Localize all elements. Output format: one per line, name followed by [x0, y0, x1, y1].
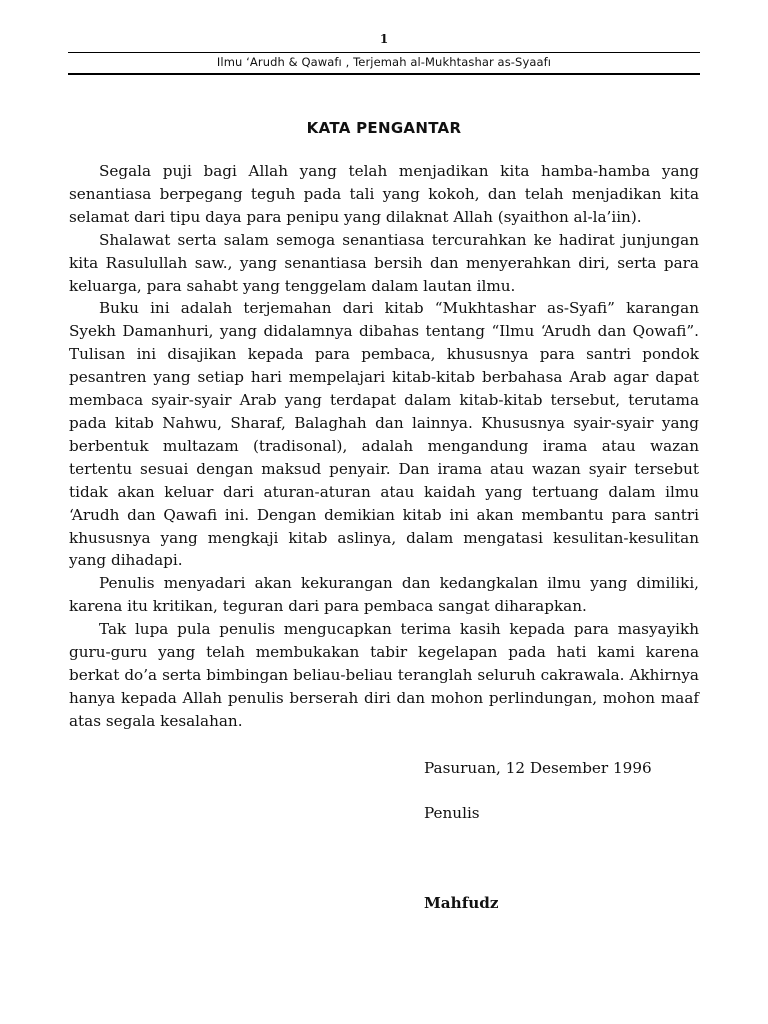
- author-role: Penulis: [424, 804, 480, 822]
- header-rule-bottom: [68, 73, 700, 75]
- paragraph: Penulis menyadari akan kekurangan dan kedangkalan ilmu yang dimiliki, karena itu kritikan, teguran dari para pembaca sangat diharapkan.: [69, 574, 699, 616]
- document-title: KATA PENGANTAR: [306, 119, 462, 137]
- paragraph: Buku ini adalah terjemahan dari kitab “Mukhtashar as-Syafi” karangan Syekh Damanhuri, yang didalamnya dibahas tentang “Ilmu ‘Arudh dan Qowafi”. Tulisan ini disajikan kepada para pembaca, khususnya para santri pondok pesantren yang setiap hari mempelajari kitab-kitab berbahasa Arab agar dapat membaca syair-syair Arab yang terdapat dalam kitab-kitab tersebut, terutama pada kitab Nahwu, Sharaf, Balaghah dan lainnya. Khususnya syair-syair yang berbentuk multazam (tradisonal), adalah mengandung irama atau wazan tertentu sesuai dengan maksud penyair. Dan irama atau wazan syair tersebut tidak akan keluar dari aturan-aturan atau kaidah yang tertuang dalam ilmu ‘Arudh dan Qawafi ini. Dengan demikian kitab ini akan membantu para santri khususnya yang mengkaji kitab aslinya, dalam mengatasi kesulitan-kesulitan yang dihadapi.: [69, 299, 699, 570]
- body-text: [69, 160, 699, 733]
- paragraph: Tak lupa pula penulis mengucapkan terima kasih kepada para masyayikh guru-guru yang telah membukakan tabir kegelapan pada hati kami karena berkat do’a serta bimbingan beliau-beliau teranglah seluruh cakrawala. Akhirnya hanya kepada Allah penulis berserah diri dan mohon perlindungan, mohon maaf atas segala kesalahan.: [69, 620, 699, 730]
- paragraph: Shalawat serta salam semoga senantiasa tercurahkan ke hadirat junjungan kita Rasulullah saw., yang senantiasa bersih dan menyerahkan diri, serta para keluarga, para sahabt yang tenggelam dalam lautan ilmu.: [69, 230, 699, 295]
- page-number: 1: [379, 32, 389, 46]
- header-rule-top: [68, 52, 700, 53]
- place-date: Pasuruan, 12 Desember 1996: [424, 759, 652, 777]
- running-header: Ilmu ‘Arudh & Qawafı , Terjemah al-Mukhtashar as-Syaafı: [216, 55, 552, 69]
- paragraph: Segala puji bagi Allah yang telah menjadikan kita hamba-hamba yang senantiasa berpegang teguh pada tali yang kokoh, dan telah menjadikan kita selamat dari tipu daya para penipu yang dilaknat Allah (syaithon al-la’iin).: [69, 162, 699, 226]
- author-name: Mahfudz: [424, 894, 499, 912]
